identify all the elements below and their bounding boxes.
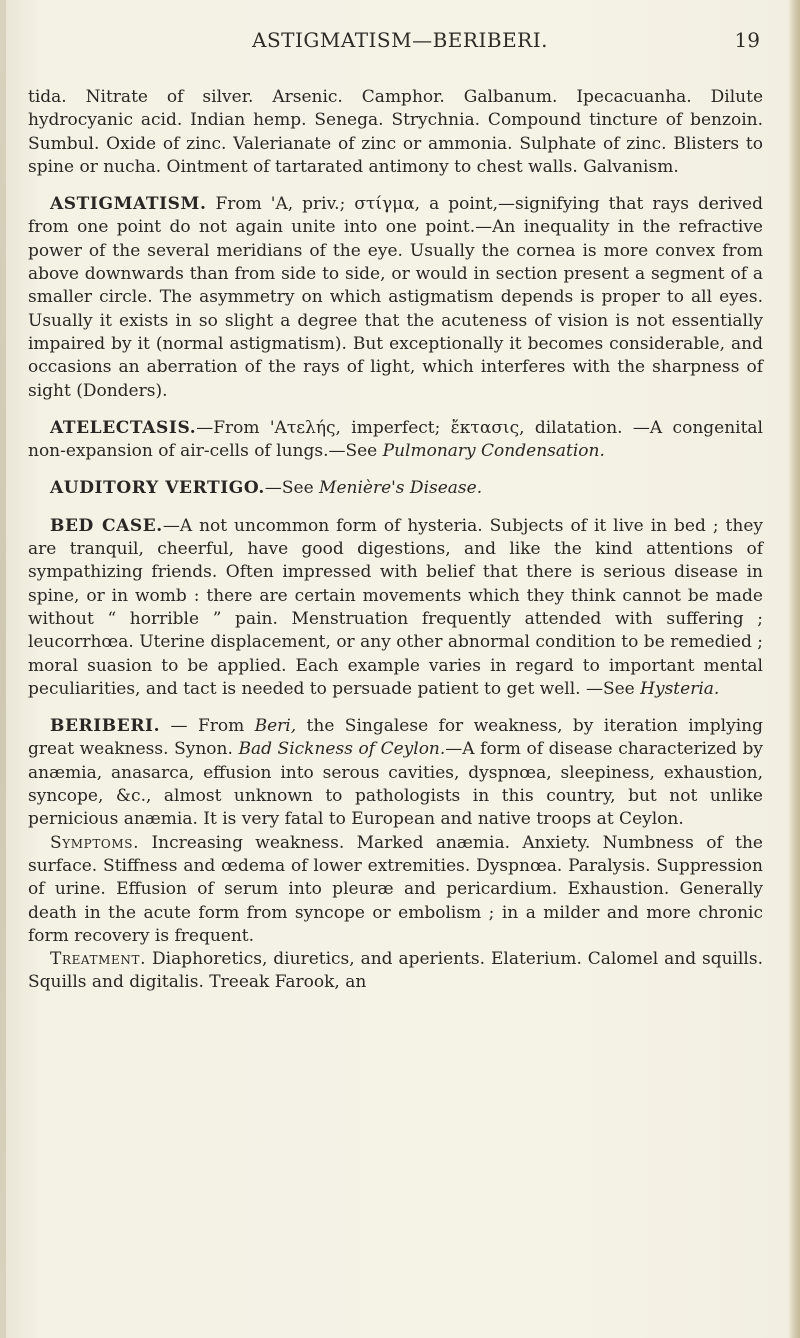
synonym-bad-sickness-of-ceylon: Bad Sickness of Ceylon. bbox=[238, 739, 446, 760]
entry-term-bed-case: BED CASE. bbox=[50, 515, 163, 536]
entry-text-auditory-vertigo: —See bbox=[264, 478, 320, 499]
entry-text-beriberi-1: — From bbox=[160, 716, 255, 737]
entry-astigmatism bbox=[28, 193, 763, 403]
running-title: ASTIGMATISM—BERIBERI. bbox=[252, 28, 548, 52]
cross-reference-hysteria: Hysteria. bbox=[640, 678, 720, 699]
entry-term-atelectasis: ATELECTASIS. bbox=[50, 417, 197, 438]
entry-term-beriberi: BERIBERI. bbox=[50, 716, 161, 737]
entry-text-beriberi-2: the Singalese for weakness, by iteration implying great weakness. Synon. bbox=[28, 716, 763, 760]
subsection-symptoms bbox=[28, 832, 763, 948]
entry-continued-text bbox=[28, 86, 763, 179]
page-edge bbox=[788, 0, 800, 1338]
page-header bbox=[0, 28, 800, 58]
entry-atelectasis bbox=[28, 417, 763, 464]
entry-text-bed-case: —A not uncommon form of hysteria. Subjects of it live in bed ; they are tranquil, cheerful, have good digestions, and like the kind attentions of sympathizing friends. Often impressed with belief that there is serious disease in spine, or in womb : there are certain movements which they think cannot be made without “ horrible ” pain. Menstruation frequently attended with suffering ; leucorrhœa. Uterine displacement, or any other abnormal condition to be remedied ; moral suasion to be applied. Each example varies in regard to important mental peculiarities, and tact is needed to persuade patient to get well. —See bbox=[28, 515, 763, 699]
page-number: 19 bbox=[734, 28, 760, 52]
etymology-beri: Beri, bbox=[254, 716, 297, 737]
subsection-text-treatment: Diaphoretics, diuretics, and aperients. Elaterium. Calomel and squills. Squills and digitalis. Treeak Farook, an bbox=[28, 949, 763, 993]
cross-reference-menieres-disease: Menière's Disease. bbox=[319, 478, 483, 499]
subsection-treatment bbox=[28, 948, 763, 995]
page-body bbox=[28, 86, 763, 995]
cross-reference-pulmonary-condensation: Pulmonary Condensation. bbox=[382, 441, 605, 462]
entry-beriberi bbox=[28, 715, 763, 831]
subsection-text-symptoms: Increasing weakness. Marked anæmia. Anxiety. Numbness of the surface. Stiffness and œdema of lower extremities. Dyspnœa. Paralysis. Suppression of urine. Effusion of serum into pleuræ and pericardium. Exhaustion. Generally death in the acute form from syncope or embolism ; in a milder and more chronic form recovery is frequent. bbox=[28, 832, 763, 946]
entry-text-atelectasis: —From 'Aτελής, imperfect; ἔκτασις, dilatation. —A congenital non-expansion of air-cells of lungs.—See bbox=[28, 417, 763, 462]
entry-term-auditory-vertigo: AUDITORY VERTIGO. bbox=[50, 478, 265, 499]
subsection-label-symptoms: Symptoms. bbox=[50, 832, 140, 853]
continued-text: tida. Nitrate of silver. Arsenic. Camphor. Galbanum. Ipecacuanha. Dilute hydrocyanic acid. Indian hemp. Senega. Strychnia. Compound tincture of benzoin. Sumbul. Oxide of zinc. Valerianate of zinc or ammonia. Sulphate of zinc. Blisters to spine or nucha. Ointment of tartarated antimony to chest walls. Galvanism. bbox=[28, 87, 763, 177]
entry-text-astigmatism: From 'A, priv.; στίγμα, a point,—signifying that rays derived from one point do not again unite into one point.—An inequality in the refractive power of the several meridians of the eye. Usually the cornea is more convex from above downwards than from side to side, or would in section present a segment of a smaller circle. The asymmetry on which astigmatism depends is proper to all eyes. Usually it exists in so slight a degree that the acuteness of vision is not essentially impaired by it (normal astigmatism). But exceptionally it becomes considerable, and occasions an aberration of the rays of light, which interferes with the sharpness of sight (Donders). bbox=[28, 194, 763, 401]
entry-bed-case bbox=[28, 515, 763, 701]
page-gutter-shadow bbox=[0, 0, 6, 1338]
subsection-label-treatment: Treatment. bbox=[50, 949, 147, 970]
entry-auditory-vertigo bbox=[28, 477, 763, 500]
entry-term-astigmatism: ASTIGMATISM. bbox=[50, 194, 207, 215]
entry-text-beriberi-3: —A form of disease characterized by anæmia, anasarca, effusion into serous cavities, dyspnœa, sleepiness, exhaustion, syncope, &c., almost unknown to pathologists in this country, but not unlike pernicious anæmia. It is very fatal to European and native troops at Ceylon. bbox=[28, 739, 763, 830]
